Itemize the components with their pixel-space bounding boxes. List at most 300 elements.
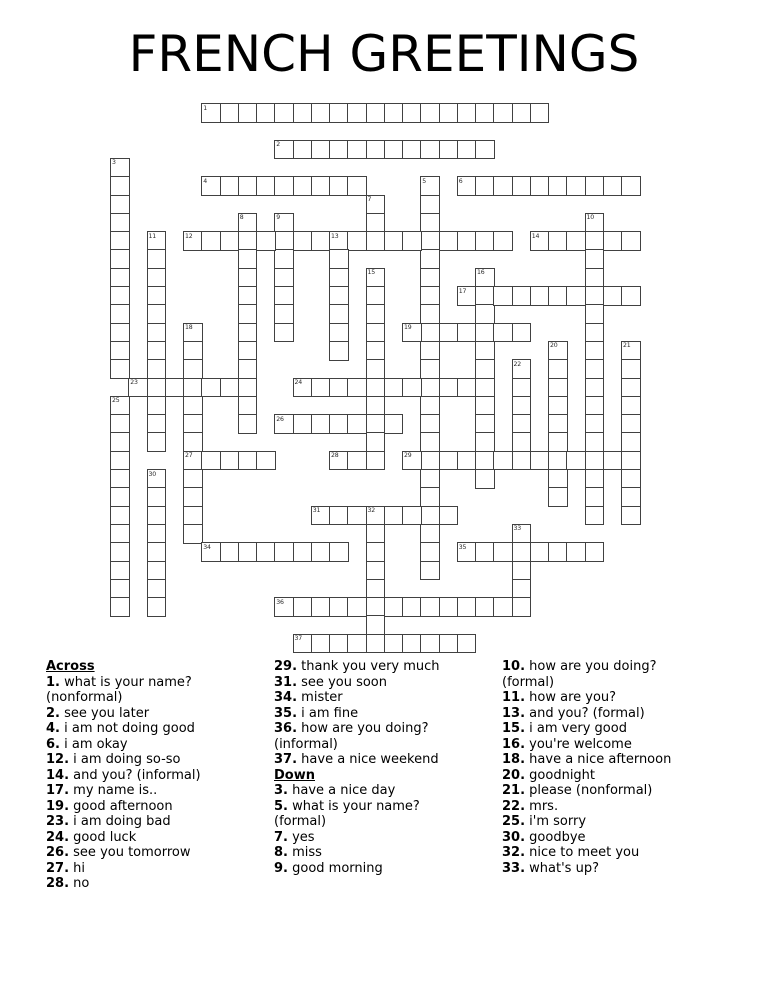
grid-cell-r20c0[interactable] (110, 469, 130, 489)
grid-cell-r13c12[interactable] (329, 341, 349, 361)
grid-cell-r10c14[interactable] (366, 286, 386, 306)
grid-cell-r13c20[interactable] (475, 341, 495, 361)
grid-cell-r4c25[interactable] (566, 176, 586, 196)
grid-cell-r23c17[interactable] (420, 524, 440, 544)
grid-cell-r0c14[interactable] (366, 103, 386, 123)
grid-cell-r20c26[interactable] (585, 469, 605, 489)
grid-cell-r2c19[interactable] (457, 140, 477, 160)
grid-cell-r12c14[interactable] (366, 323, 386, 343)
grid-cell-r7c5[interactable] (201, 231, 221, 251)
grid-cell-r17c13[interactable] (347, 414, 367, 434)
grid-cell-r27c12[interactable] (329, 597, 349, 617)
grid-cell-r18c26[interactable] (585, 432, 605, 452)
grid-cell-r21c28[interactable] (621, 487, 641, 507)
grid-cell-r7c9[interactable] (274, 231, 294, 251)
grid-cell-r17c9[interactable] (274, 414, 294, 434)
grid-cell-r27c21[interactable] (493, 597, 513, 617)
grid-cell-r2c16[interactable] (402, 140, 422, 160)
grid-cell-r3c0[interactable] (110, 158, 130, 178)
grid-cell-r15c10[interactable] (293, 378, 313, 398)
grid-cell-r24c19[interactable] (457, 542, 477, 562)
grid-cell-r4c10[interactable] (293, 176, 313, 196)
grid-cell-r7c18[interactable] (439, 231, 459, 251)
grid-cell-r6c26[interactable] (585, 213, 605, 233)
grid-cell-r19c17[interactable] (420, 451, 440, 471)
grid-cell-r10c17[interactable] (420, 286, 440, 306)
grid-cell-r9c26[interactable] (585, 268, 605, 288)
grid-cell-r16c14[interactable] (366, 396, 386, 416)
grid-cell-r7c27[interactable] (603, 231, 623, 251)
grid-cell-r7c20[interactable] (475, 231, 495, 251)
grid-cell-r15c11[interactable] (311, 378, 331, 398)
grid-cell-r10c12[interactable] (329, 286, 349, 306)
grid-cell-r18c24[interactable] (548, 432, 568, 452)
grid-cell-r0c16[interactable] (402, 103, 422, 123)
grid-cell-r29c18[interactable] (439, 634, 459, 654)
grid-cell-r16c2[interactable] (147, 396, 167, 416)
grid-cell-r18c2[interactable] (147, 432, 167, 452)
grid-cell-r7c11[interactable] (311, 231, 331, 251)
grid-cell-r19c19[interactable] (457, 451, 477, 471)
grid-cell-r14c4[interactable] (183, 359, 203, 379)
grid-cell-r24c21[interactable] (493, 542, 513, 562)
grid-cell-r2c20[interactable] (475, 140, 495, 160)
grid-cell-r0c15[interactable] (384, 103, 404, 123)
grid-cell-r19c0[interactable] (110, 451, 130, 471)
grid-cell-r10c19[interactable] (457, 286, 477, 306)
grid-cell-r24c7[interactable] (238, 542, 258, 562)
grid-cell-r14c22[interactable] (512, 359, 532, 379)
grid-cell-r12c20[interactable] (475, 323, 495, 343)
grid-cell-r15c22[interactable] (512, 378, 532, 398)
grid-cell-r7c16[interactable] (402, 231, 422, 251)
grid-cell-r7c19[interactable] (457, 231, 477, 251)
grid-cell-r2c11[interactable] (311, 140, 331, 160)
grid-cell-r8c17[interactable] (420, 249, 440, 269)
grid-cell-r11c0[interactable] (110, 304, 130, 324)
grid-cell-r19c20[interactable] (475, 451, 495, 471)
grid-cell-r22c12[interactable] (329, 506, 349, 526)
grid-cell-r15c26[interactable] (585, 378, 605, 398)
grid-cell-r7c14[interactable] (366, 231, 386, 251)
grid-cell-r25c14[interactable] (366, 561, 386, 581)
grid-cell-r22c0[interactable] (110, 506, 130, 526)
grid-cell-r27c2[interactable] (147, 597, 167, 617)
grid-cell-r0c18[interactable] (439, 103, 459, 123)
grid-cell-r9c14[interactable] (366, 268, 386, 288)
grid-cell-r24c24[interactable] (548, 542, 568, 562)
grid-cell-r21c0[interactable] (110, 487, 130, 507)
grid-cell-r12c17[interactable] (420, 323, 440, 343)
grid-cell-r16c17[interactable] (420, 396, 440, 416)
grid-cell-r10c27[interactable] (603, 286, 623, 306)
grid-cell-r19c8[interactable] (256, 451, 276, 471)
grid-cell-r15c2[interactable] (147, 378, 167, 398)
grid-cell-r27c14[interactable] (366, 597, 386, 617)
grid-cell-r21c17[interactable] (420, 487, 440, 507)
grid-cell-r20c24[interactable] (548, 469, 568, 489)
grid-cell-r0c7[interactable] (238, 103, 258, 123)
grid-cell-r24c20[interactable] (475, 542, 495, 562)
grid-cell-r7c21[interactable] (493, 231, 513, 251)
grid-cell-r28c14[interactable] (366, 615, 386, 635)
grid-cell-r17c11[interactable] (311, 414, 331, 434)
grid-cell-r24c9[interactable] (274, 542, 294, 562)
grid-cell-r29c10[interactable] (293, 634, 313, 654)
grid-cell-r12c4[interactable] (183, 323, 203, 343)
grid-cell-r10c22[interactable] (512, 286, 532, 306)
grid-cell-r20c28[interactable] (621, 469, 641, 489)
grid-cell-r10c24[interactable] (548, 286, 568, 306)
grid-cell-r27c20[interactable] (475, 597, 495, 617)
grid-cell-r29c12[interactable] (329, 634, 349, 654)
grid-cell-r29c16[interactable] (402, 634, 422, 654)
grid-cell-r7c2[interactable] (147, 231, 167, 251)
grid-cell-r15c19[interactable] (457, 378, 477, 398)
grid-cell-r2c18[interactable] (439, 140, 459, 160)
grid-cell-r25c17[interactable] (420, 561, 440, 581)
grid-cell-r22c14[interactable] (366, 506, 386, 526)
grid-cell-r8c12[interactable] (329, 249, 349, 269)
grid-cell-r18c14[interactable] (366, 432, 386, 452)
grid-cell-r19c25[interactable] (566, 451, 586, 471)
grid-cell-r13c14[interactable] (366, 341, 386, 361)
grid-cell-r27c17[interactable] (420, 597, 440, 617)
grid-cell-r29c19[interactable] (457, 634, 477, 654)
grid-cell-r14c24[interactable] (548, 359, 568, 379)
grid-cell-r18c20[interactable] (475, 432, 495, 452)
grid-cell-r16c7[interactable] (238, 396, 258, 416)
grid-cell-r6c17[interactable] (420, 213, 440, 233)
grid-cell-r24c6[interactable] (220, 542, 240, 562)
grid-cell-r21c4[interactable] (183, 487, 203, 507)
grid-cell-r2c17[interactable] (420, 140, 440, 160)
grid-cell-r17c24[interactable] (548, 414, 568, 434)
grid-cell-r10c20[interactable] (475, 286, 495, 306)
grid-cell-r29c15[interactable] (384, 634, 404, 654)
grid-cell-r12c7[interactable] (238, 323, 258, 343)
grid-cell-r27c19[interactable] (457, 597, 477, 617)
grid-cell-r26c0[interactable] (110, 579, 130, 599)
grid-cell-r8c9[interactable] (274, 249, 294, 269)
grid-cell-r2c14[interactable] (366, 140, 386, 160)
grid-cell-r21c24[interactable] (548, 487, 568, 507)
grid-cell-r24c23[interactable] (530, 542, 550, 562)
grid-cell-r16c24[interactable] (548, 396, 568, 416)
grid-cell-r11c26[interactable] (585, 304, 605, 324)
grid-cell-r12c21[interactable] (493, 323, 513, 343)
grid-cell-r27c0[interactable] (110, 597, 130, 617)
grid-cell-r12c12[interactable] (329, 323, 349, 343)
grid-cell-r4c26[interactable] (585, 176, 605, 196)
grid-cell-r20c20[interactable] (475, 469, 495, 489)
grid-cell-r17c10[interactable] (293, 414, 313, 434)
grid-cell-r4c27[interactable] (603, 176, 623, 196)
grid-cell-r6c0[interactable] (110, 213, 130, 233)
grid-cell-r0c10[interactable] (293, 103, 313, 123)
grid-cell-r20c17[interactable] (420, 469, 440, 489)
grid-cell-r13c24[interactable] (548, 341, 568, 361)
grid-cell-r10c0[interactable] (110, 286, 130, 306)
grid-cell-r4c20[interactable] (475, 176, 495, 196)
grid-cell-r17c0[interactable] (110, 414, 130, 434)
grid-cell-r14c28[interactable] (621, 359, 641, 379)
grid-cell-r17c22[interactable] (512, 414, 532, 434)
grid-cell-r2c15[interactable] (384, 140, 404, 160)
grid-cell-r24c17[interactable] (420, 542, 440, 562)
grid-cell-r16c28[interactable] (621, 396, 641, 416)
grid-cell-r17c14[interactable] (366, 414, 386, 434)
grid-cell-r6c7[interactable] (238, 213, 258, 233)
grid-cell-r11c20[interactable] (475, 304, 495, 324)
grid-cell-r17c28[interactable] (621, 414, 641, 434)
grid-cell-r19c16[interactable] (402, 451, 422, 471)
grid-cell-r10c9[interactable] (274, 286, 294, 306)
grid-cell-r11c14[interactable] (366, 304, 386, 324)
grid-cell-r14c17[interactable] (420, 359, 440, 379)
grid-cell-r13c28[interactable] (621, 341, 641, 361)
grid-cell-r0c23[interactable] (530, 103, 550, 123)
grid-cell-r4c12[interactable] (329, 176, 349, 196)
grid-cell-r10c2[interactable] (147, 286, 167, 306)
grid-cell-r22c15[interactable] (384, 506, 404, 526)
grid-cell-r26c22[interactable] (512, 579, 532, 599)
grid-cell-r24c8[interactable] (256, 542, 276, 562)
grid-cell-r10c21[interactable] (493, 286, 513, 306)
grid-cell-r4c6[interactable] (220, 176, 240, 196)
grid-cell-r15c6[interactable] (220, 378, 240, 398)
grid-cell-r19c26[interactable] (585, 451, 605, 471)
grid-cell-r4c11[interactable] (311, 176, 331, 196)
grid-cell-r7c24[interactable] (548, 231, 568, 251)
grid-cell-r25c2[interactable] (147, 561, 167, 581)
grid-cell-r2c9[interactable] (274, 140, 294, 160)
grid-cell-r14c14[interactable] (366, 359, 386, 379)
grid-cell-r4c21[interactable] (493, 176, 513, 196)
grid-cell-r15c13[interactable] (347, 378, 367, 398)
grid-cell-r15c5[interactable] (201, 378, 221, 398)
grid-cell-r23c4[interactable] (183, 524, 203, 544)
grid-cell-r26c14[interactable] (366, 579, 386, 599)
grid-cell-r4c22[interactable] (512, 176, 532, 196)
grid-cell-r4c17[interactable] (420, 176, 440, 196)
grid-cell-r15c17[interactable] (420, 378, 440, 398)
grid-cell-r21c2[interactable] (147, 487, 167, 507)
grid-cell-r19c13[interactable] (347, 451, 367, 471)
grid-cell-r4c7[interactable] (238, 176, 258, 196)
grid-cell-r22c16[interactable] (402, 506, 422, 526)
grid-cell-r16c0[interactable] (110, 396, 130, 416)
grid-cell-r10c25[interactable] (566, 286, 586, 306)
grid-cell-r4c24[interactable] (548, 176, 568, 196)
grid-cell-r23c0[interactable] (110, 524, 130, 544)
grid-cell-r15c3[interactable] (165, 378, 185, 398)
grid-cell-r19c22[interactable] (512, 451, 532, 471)
grid-cell-r19c23[interactable] (530, 451, 550, 471)
grid-cell-r19c27[interactable] (603, 451, 623, 471)
grid-cell-r24c14[interactable] (366, 542, 386, 562)
grid-cell-r11c17[interactable] (420, 304, 440, 324)
grid-cell-r7c10[interactable] (293, 231, 313, 251)
grid-cell-r9c2[interactable] (147, 268, 167, 288)
grid-cell-r25c22[interactable] (512, 561, 532, 581)
grid-cell-r8c26[interactable] (585, 249, 605, 269)
grid-cell-r13c2[interactable] (147, 341, 167, 361)
grid-cell-r19c12[interactable] (329, 451, 349, 471)
grid-cell-r27c15[interactable] (384, 597, 404, 617)
grid-cell-r9c9[interactable] (274, 268, 294, 288)
grid-cell-r12c16[interactable] (402, 323, 422, 343)
grid-cell-r23c2[interactable] (147, 524, 167, 544)
grid-cell-r2c10[interactable] (293, 140, 313, 160)
grid-cell-r0c12[interactable] (329, 103, 349, 123)
grid-cell-r14c26[interactable] (585, 359, 605, 379)
grid-cell-r0c11[interactable] (311, 103, 331, 123)
grid-cell-r0c6[interactable] (220, 103, 240, 123)
grid-cell-r11c9[interactable] (274, 304, 294, 324)
grid-cell-r4c0[interactable] (110, 176, 130, 196)
grid-cell-r27c22[interactable] (512, 597, 532, 617)
grid-cell-r15c1[interactable] (128, 378, 148, 398)
grid-cell-r13c26[interactable] (585, 341, 605, 361)
grid-cell-r7c17[interactable] (420, 231, 440, 251)
grid-cell-r0c9[interactable] (274, 103, 294, 123)
grid-cell-r14c0[interactable] (110, 359, 130, 379)
grid-cell-r12c26[interactable] (585, 323, 605, 343)
grid-cell-r0c19[interactable] (457, 103, 477, 123)
grid-cell-r12c22[interactable] (512, 323, 532, 343)
grid-cell-r10c7[interactable] (238, 286, 258, 306)
grid-cell-r0c5[interactable] (201, 103, 221, 123)
grid-cell-r22c4[interactable] (183, 506, 203, 526)
grid-cell-r17c7[interactable] (238, 414, 258, 434)
grid-cell-r22c11[interactable] (311, 506, 331, 526)
grid-cell-r4c5[interactable] (201, 176, 221, 196)
grid-cell-r22c13[interactable] (347, 506, 367, 526)
grid-cell-r22c28[interactable] (621, 506, 641, 526)
grid-cell-r29c11[interactable] (311, 634, 331, 654)
grid-cell-r17c12[interactable] (329, 414, 349, 434)
grid-cell-r11c12[interactable] (329, 304, 349, 324)
grid-cell-r13c4[interactable] (183, 341, 203, 361)
grid-cell-r24c26[interactable] (585, 542, 605, 562)
grid-cell-r24c0[interactable] (110, 542, 130, 562)
grid-cell-r27c16[interactable] (402, 597, 422, 617)
grid-cell-r4c23[interactable] (530, 176, 550, 196)
grid-cell-r21c26[interactable] (585, 487, 605, 507)
grid-cell-r5c14[interactable] (366, 195, 386, 215)
grid-cell-r19c5[interactable] (201, 451, 221, 471)
grid-cell-r19c7[interactable] (238, 451, 258, 471)
grid-cell-r17c20[interactable] (475, 414, 495, 434)
grid-cell-r24c11[interactable] (311, 542, 331, 562)
grid-cell-r10c26[interactable] (585, 286, 605, 306)
grid-cell-r24c22[interactable] (512, 542, 532, 562)
grid-cell-r5c0[interactable] (110, 195, 130, 215)
grid-cell-r15c14[interactable] (366, 378, 386, 398)
grid-cell-r15c12[interactable] (329, 378, 349, 398)
grid-cell-r7c7[interactable] (238, 231, 258, 251)
grid-cell-r9c7[interactable] (238, 268, 258, 288)
grid-cell-r12c2[interactable] (147, 323, 167, 343)
grid-cell-r6c14[interactable] (366, 213, 386, 233)
grid-cell-r29c17[interactable] (420, 634, 440, 654)
grid-cell-r24c25[interactable] (566, 542, 586, 562)
grid-cell-r15c18[interactable] (439, 378, 459, 398)
grid-cell-r0c22[interactable] (512, 103, 532, 123)
grid-cell-r27c11[interactable] (311, 597, 331, 617)
grid-cell-r19c14[interactable] (366, 451, 386, 471)
grid-cell-r29c13[interactable] (347, 634, 367, 654)
grid-cell-r4c13[interactable] (347, 176, 367, 196)
grid-cell-r7c25[interactable] (566, 231, 586, 251)
grid-cell-r4c8[interactable] (256, 176, 276, 196)
grid-cell-r7c12[interactable] (329, 231, 349, 251)
grid-cell-r16c22[interactable] (512, 396, 532, 416)
grid-cell-r17c4[interactable] (183, 414, 203, 434)
grid-cell-r25c0[interactable] (110, 561, 130, 581)
grid-cell-r7c4[interactable] (183, 231, 203, 251)
grid-cell-r7c23[interactable] (530, 231, 550, 251)
grid-cell-r19c4[interactable] (183, 451, 203, 471)
grid-cell-r0c20[interactable] (475, 103, 495, 123)
grid-cell-r13c17[interactable] (420, 341, 440, 361)
grid-cell-r27c18[interactable] (439, 597, 459, 617)
grid-cell-r12c0[interactable] (110, 323, 130, 343)
grid-cell-r16c20[interactable] (475, 396, 495, 416)
grid-cell-r17c15[interactable] (384, 414, 404, 434)
grid-cell-r17c2[interactable] (147, 414, 167, 434)
grid-cell-r18c4[interactable] (183, 432, 203, 452)
grid-cell-r7c8[interactable] (256, 231, 276, 251)
grid-cell-r10c23[interactable] (530, 286, 550, 306)
grid-cell-r7c15[interactable] (384, 231, 404, 251)
grid-cell-r7c6[interactable] (220, 231, 240, 251)
grid-cell-r18c17[interactable] (420, 432, 440, 452)
grid-cell-r4c9[interactable] (274, 176, 294, 196)
grid-cell-r18c22[interactable] (512, 432, 532, 452)
grid-cell-r9c20[interactable] (475, 268, 495, 288)
grid-cell-r5c17[interactable] (420, 195, 440, 215)
grid-cell-r0c17[interactable] (420, 103, 440, 123)
grid-cell-r0c8[interactable] (256, 103, 276, 123)
grid-cell-r0c13[interactable] (347, 103, 367, 123)
grid-cell-r8c0[interactable] (110, 249, 130, 269)
grid-cell-r27c13[interactable] (347, 597, 367, 617)
grid-cell-r27c9[interactable] (274, 597, 294, 617)
grid-cell-r22c26[interactable] (585, 506, 605, 526)
grid-cell-r17c17[interactable] (420, 414, 440, 434)
grid-cell-r4c28[interactable] (621, 176, 641, 196)
grid-cell-r22c17[interactable] (420, 506, 440, 526)
grid-cell-r10c28[interactable] (621, 286, 641, 306)
grid-cell-r7c0[interactable] (110, 231, 130, 251)
grid-cell-r16c26[interactable] (585, 396, 605, 416)
grid-cell-r17c26[interactable] (585, 414, 605, 434)
grid-cell-r19c28[interactable] (621, 451, 641, 471)
grid-cell-r7c28[interactable] (621, 231, 641, 251)
grid-cell-r11c7[interactable] (238, 304, 258, 324)
grid-cell-r14c20[interactable] (475, 359, 495, 379)
grid-cell-r19c6[interactable] (220, 451, 240, 471)
grid-cell-r15c28[interactable] (621, 378, 641, 398)
grid-cell-r19c24[interactable] (548, 451, 568, 471)
grid-cell-r20c4[interactable] (183, 469, 203, 489)
grid-cell-r11c2[interactable] (147, 304, 167, 324)
grid-cell-r12c19[interactable] (457, 323, 477, 343)
grid-cell-r16c4[interactable] (183, 396, 203, 416)
grid-cell-r24c2[interactable] (147, 542, 167, 562)
